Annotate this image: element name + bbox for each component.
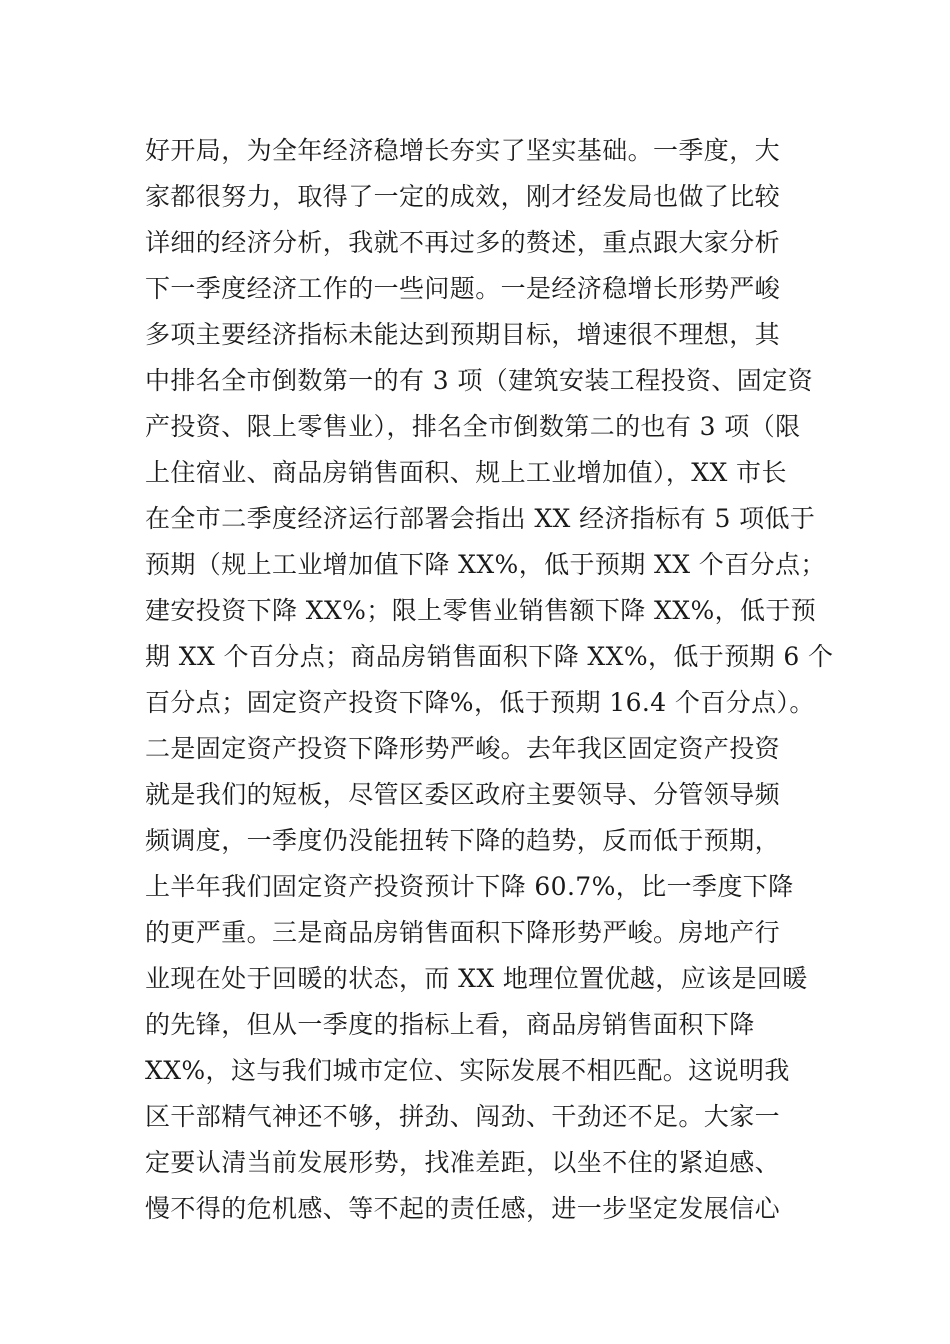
text-line: 频调度，一季度仍没能扭转下降的趋势，反而低于预期， (145, 826, 781, 855)
text-line: 建安投资下降 XX%；限上零售业销售额下降 XX%，低于预 (145, 596, 817, 625)
text-line: 中排名全市倒数第一的有 3 项（建筑安装工程投资、固定资 (145, 366, 814, 395)
text-line: 定要认清当前发展形势，找准差距，以坐不住的紧迫感、 (145, 1148, 781, 1177)
text-line: 的更严重。三是商品房销售面积下降形势严峻。房地产行 (145, 918, 781, 947)
text-line: 预期（规上工业增加值下降 XX%，低于预期 XX 个百分点； (145, 550, 826, 579)
text-line: 多项主要经济指标未能达到预期目标，增速很不理想，其 (145, 320, 781, 349)
text-line: 详细的经济分析，我就不再过多的赘述，重点跟大家分析 (145, 228, 781, 257)
text-line: 业现在处于回暖的状态，而 XX 地理位置优越，应该是回暖 (145, 964, 808, 993)
text-line: 好开局，为全年经济稳增长夯实了坚实基础。一季度，大 (145, 136, 781, 165)
text-line: 百分点；固定资产投资下降%，低于预期 16.4 个百分点）。 (145, 688, 815, 717)
body-text (145, 128, 834, 1232)
text-line: 慢不得的危机感、等不起的责任感，进一步坚定发展信心 (145, 1194, 781, 1223)
text-line: 上住宿业、商品房销售面积、规上工业增加值），XX 市长 (145, 458, 787, 487)
text-line: 的先锋，但从一季度的指标上看，商品房销售面积下降 (145, 1010, 755, 1039)
text-line: 家都很努力，取得了一定的成效，刚才经发局也做了比较 (145, 182, 781, 211)
text-line: 在全市二季度经济运行部署会指出 XX 经济指标有 5 项低于 (145, 504, 816, 533)
text-line: 产投资、限上零售业），排名全市倒数第二的也有 3 项（限 (145, 412, 801, 441)
text-line: 区干部精气神还不够，拼劲、闯劲、干劲还不足。大家一 (145, 1102, 781, 1131)
text-line: 上半年我们固定资产投资预计下降 60.7%，比一季度下降 (145, 872, 794, 901)
text-line: 就是我们的短板，尽管区委区政府主要领导、分管领导频 (145, 780, 781, 809)
text-line: 二是固定资产投资下降形势严峻。去年我区固定资产投资 (145, 734, 781, 763)
text-line: 期 XX 个百分点；商品房销售面积下降 XX%，低于预期 6 个 (145, 642, 834, 671)
text-line: XX%，这与我们城市定位、实际发展不相匹配。这说明我 (145, 1056, 790, 1085)
text-line: 下一季度经济工作的一些问题。一是经济稳增长形势严峻 (145, 274, 781, 303)
